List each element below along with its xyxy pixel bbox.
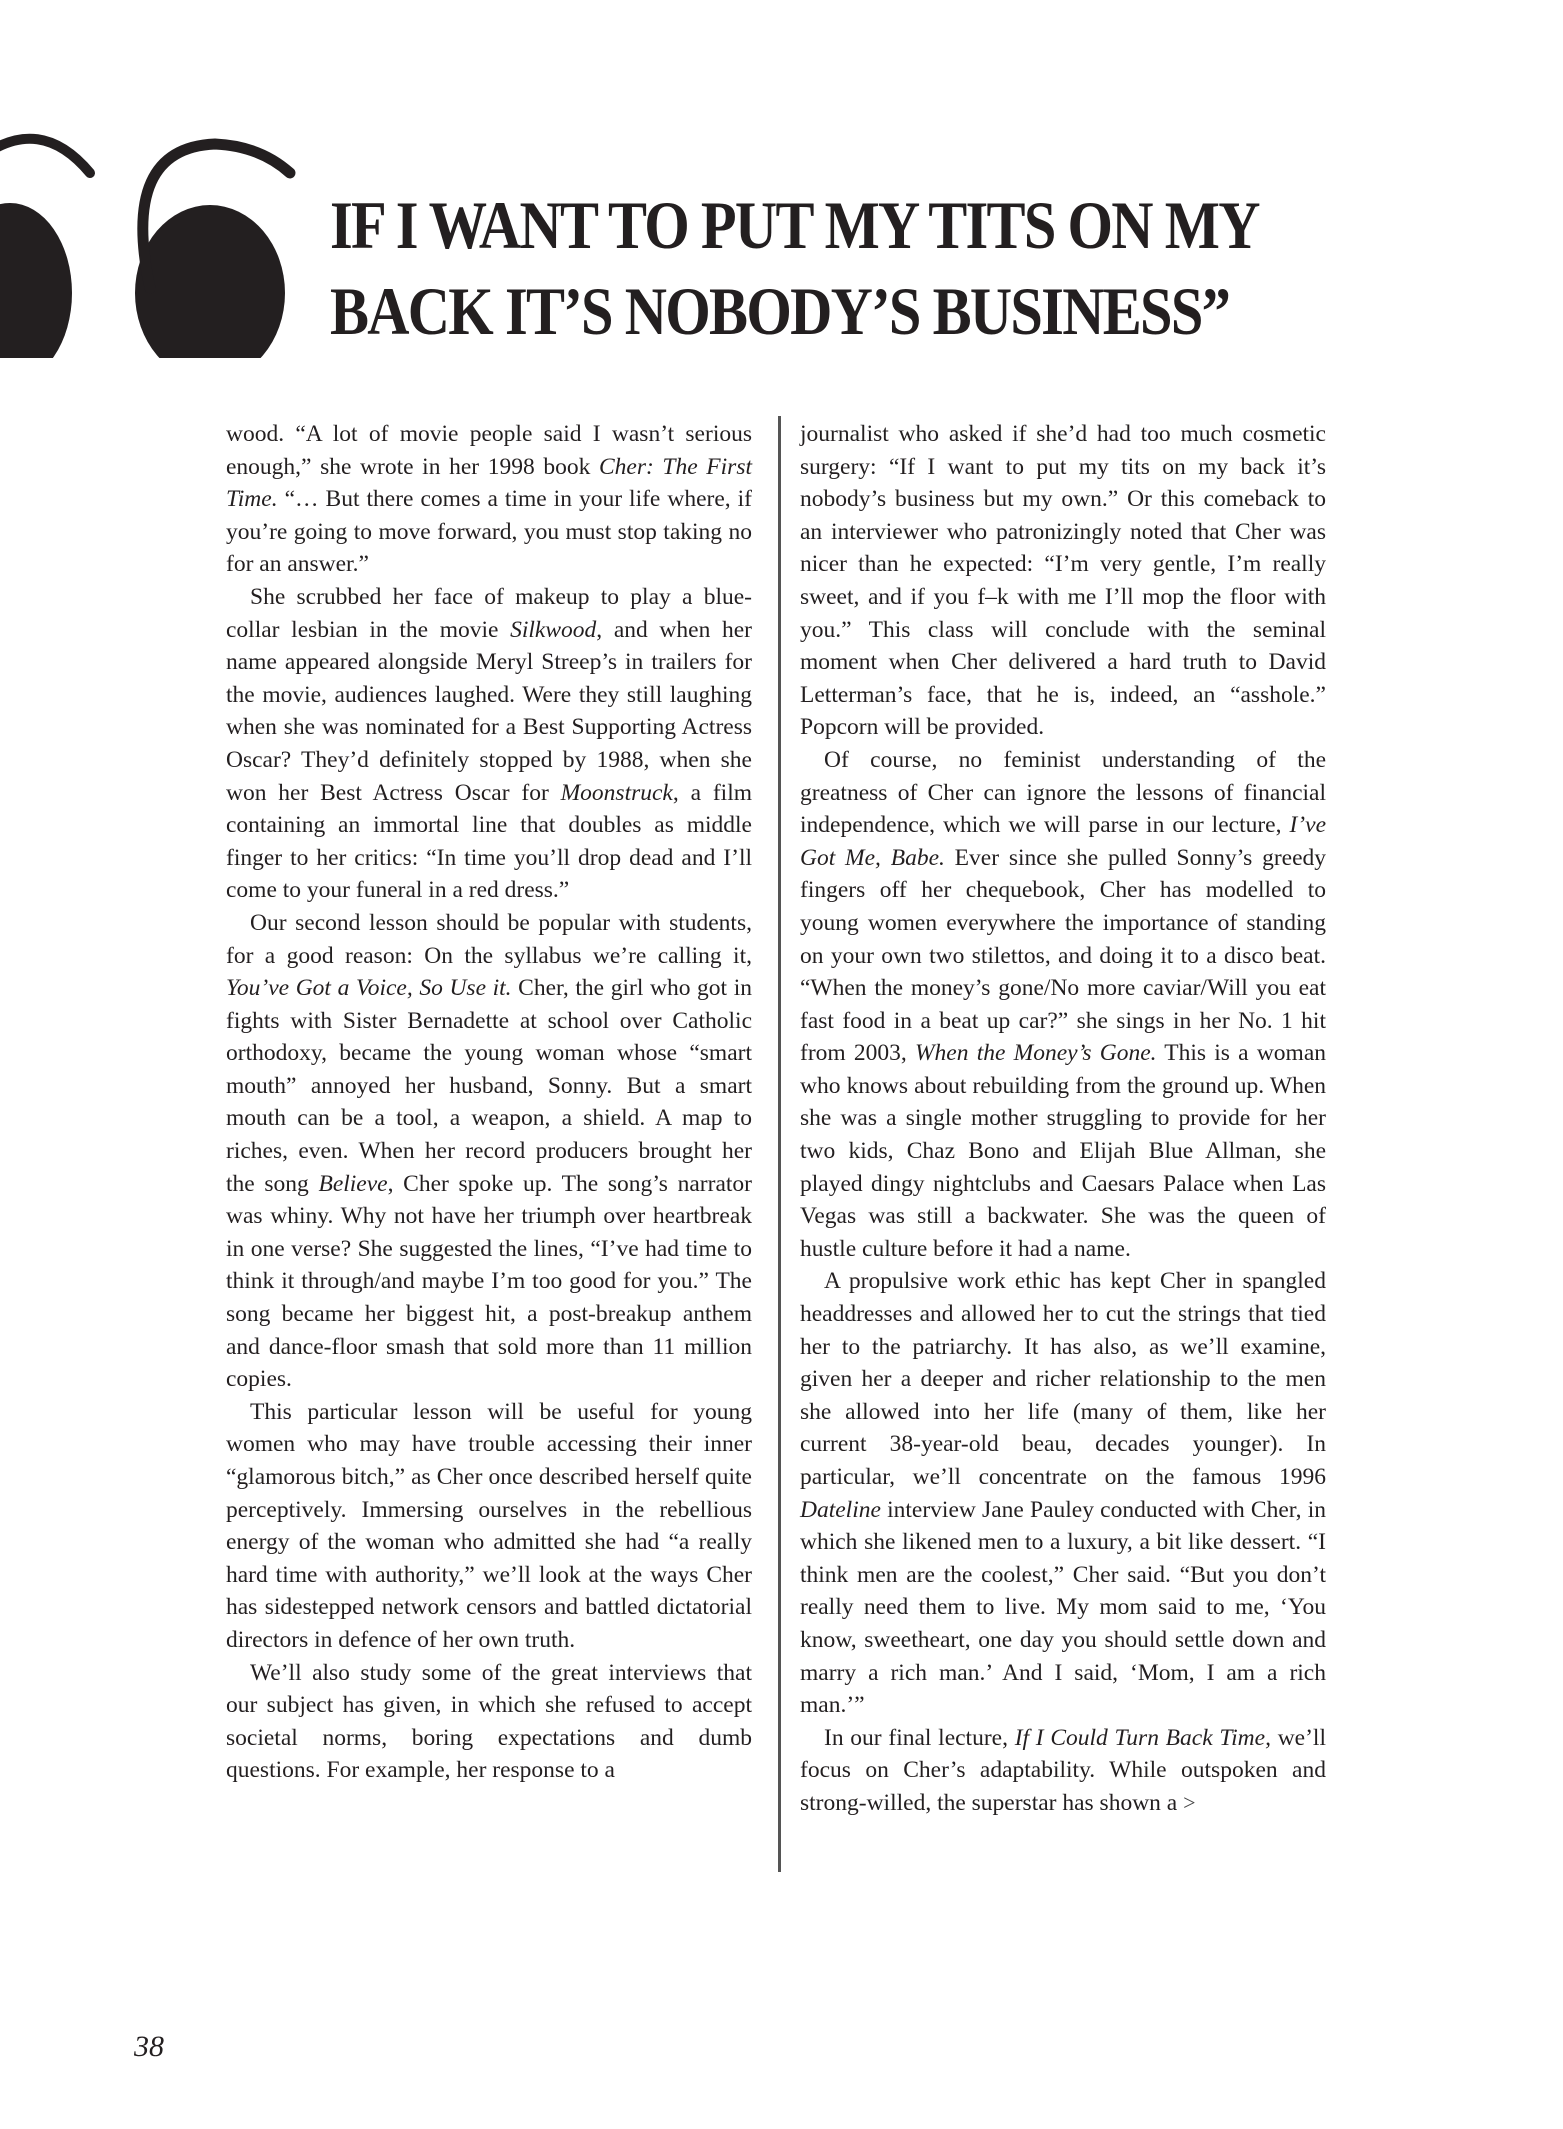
paragraph: In our final lecture, If I Could Turn Back Time, we’ll focus on Cher’s adaptability. While outspoken and strong-willed, the superstar has shown a > xyxy=(800,1724,1326,1816)
continued-arrow-icon: > xyxy=(1183,1789,1196,1815)
pull-quote-headline xyxy=(330,182,1362,354)
paragraph: Our second lesson should be popular with students, for a good reason: On the syllabus we’re calling it, You’ve Got a Voice, So Use it. Cher, the girl who got in fights with Sister Bernadette at school over Catholic orthodoxy, became the young woman whose “smart mouth” annoyed her husband, Sonny. But a smart mouth can be a tool, a weapon, a shield. A map to riches, even. When her record producers brought her the song Believe, Cher spoke up. The song’s narrator was whiny. Why not have her triumph over heartbreak in one verse? She suggested the lines, “I’ve had time to think it through/and maybe I’m too good for you.” The song became her biggest hit, a post-breakup anthem and dance-floor smash that sold more than 11 million copies. xyxy=(226,909,752,1393)
lecture-title: I’ve Got Me, Babe. xyxy=(800,812,1326,871)
paragraph: Of course, no feminist understanding of the greatness of Cher can ignore the lessons of financial independence, which we will parse in our lecture, I’ve Got Me, Babe. Ever since she pulled Sonny’s greedy fingers off her chequebook, Cher has modelled to young women everywhere the importance of standing on your own two stilettos, and doing it to a disco beat. “When the money’s gone/No more caviar/Will you eat fast food in a beat up car?” she sings in her No. 1 hit from 2003, When the Money’s Gone. This is a woman who knows about rebuilding from the ground up. When she was a single mother struggling to provide for her two kids, Chaz Bono and Elijah Blue Allman, she played dingy nightclubs and Caesars Palace when Las Vegas was still a backwater. She was the queen of hustle culture before it had a name. xyxy=(800,746,1326,1262)
lesson-title: You’ve Got a Voice, So Use it. xyxy=(226,975,512,1002)
left-text-column xyxy=(226,418,752,1787)
page-number: 38 xyxy=(134,2030,164,2063)
film-title: Moonstruck xyxy=(560,779,673,806)
song-title: Believe xyxy=(318,1170,388,1197)
paragraph: This particular lesson will be useful for young women who may have trouble accessing their inner “glamorous bitch,” as Cher once described herself quite perceptively. Immersing ourselves in the rebellious energy of the woman who admitted she had “a really hard time with authority,” we’ll look at the ways Cher has sidestepped network censors and battled dictatorial directors in defence of her own truth. xyxy=(226,1398,752,1653)
headline-line-2: BACK IT’S NOBODY’S BUSINESS” xyxy=(330,273,1230,349)
column-divider xyxy=(778,416,781,1872)
paragraph: wood. “A lot of movie people said I wasn’t serious enough,” she wrote in her 1998 book Cher: The First Time. “… But there comes a time in your life where, if you’re going to move forward, you must stop taking no for an answer.” xyxy=(226,421,752,578)
lecture-title: If I Could Turn Back Time, xyxy=(1014,1724,1271,1751)
right-text-column xyxy=(800,418,1326,1820)
paragraph: A propulsive work ethic has kept Cher in spangled headdresses and allowed her to cut the strings that tied her to the patriarchy. It has also, as we’ll examine, given her a deeper and richer relationship to the men she allowed into her life (many of them, like her current 38-year-old beau, decades younger). In particular, we’ll concentrate on the famous 1996 Dateline interview Jane Pauley conducted with Cher, in which she likened men to a luxury, a bit like dessert. “I think men are the coolest,” Cher said. “But you don’t really need them to live. My mom said to me, ‘You know, sweetheart, one day you should settle down and marry a rich man.’ And I said, ‘Mom, I am a rich man.’” xyxy=(800,1268,1326,1719)
paragraph: We’ll also study some of the great interviews that our subject has given, in which she refused to accept societal norms, boring expectations and dumb questions. For example, her response to a xyxy=(226,1659,752,1784)
paragraph: journalist who asked if she’d had too much cosmetic surgery: “If I want to put my tits on my back it’s nobody’s business but my own.” Or this comeback to an interviewer who patronizingly noted that Cher was nicer than he expected: “I’m very gentle, I’m really sweet, and if you f–k with me I’ll mop the floor with you.” This class will conclude with the seminal moment when Cher delivered a hard truth to David Letterman’s face, that he is, indeed, an “asshole.” Popcorn will be provided. xyxy=(800,421,1326,741)
film-title: Silkwood xyxy=(510,616,597,643)
show-title: Dateline xyxy=(800,1496,881,1523)
song-title: When the Money’s Gone. xyxy=(914,1040,1157,1067)
book-title: Cher: The First Time. xyxy=(226,453,752,513)
open-double-quote-icon xyxy=(0,118,300,358)
paragraph: She scrubbed her face of makeup to play a blue-collar lesbian in the movie Silkwood, and when her name appeared alongside Meryl Streep’s in trailers for the movie, audiences laughed. Were they still laughing when she was nominated for a Best Supporting Actress Oscar? They’d definitely stopped by 1988, when she won her Best Actress Oscar for Moonstruck, a film containing an immortal line that doubles as middle finger to her critics: “In time you’ll drop dead and I’ll come to your funeral in a red dress.” xyxy=(226,583,752,904)
headline-line-1: IF I WANT TO PUT MY TITS ON MY xyxy=(330,187,1259,263)
